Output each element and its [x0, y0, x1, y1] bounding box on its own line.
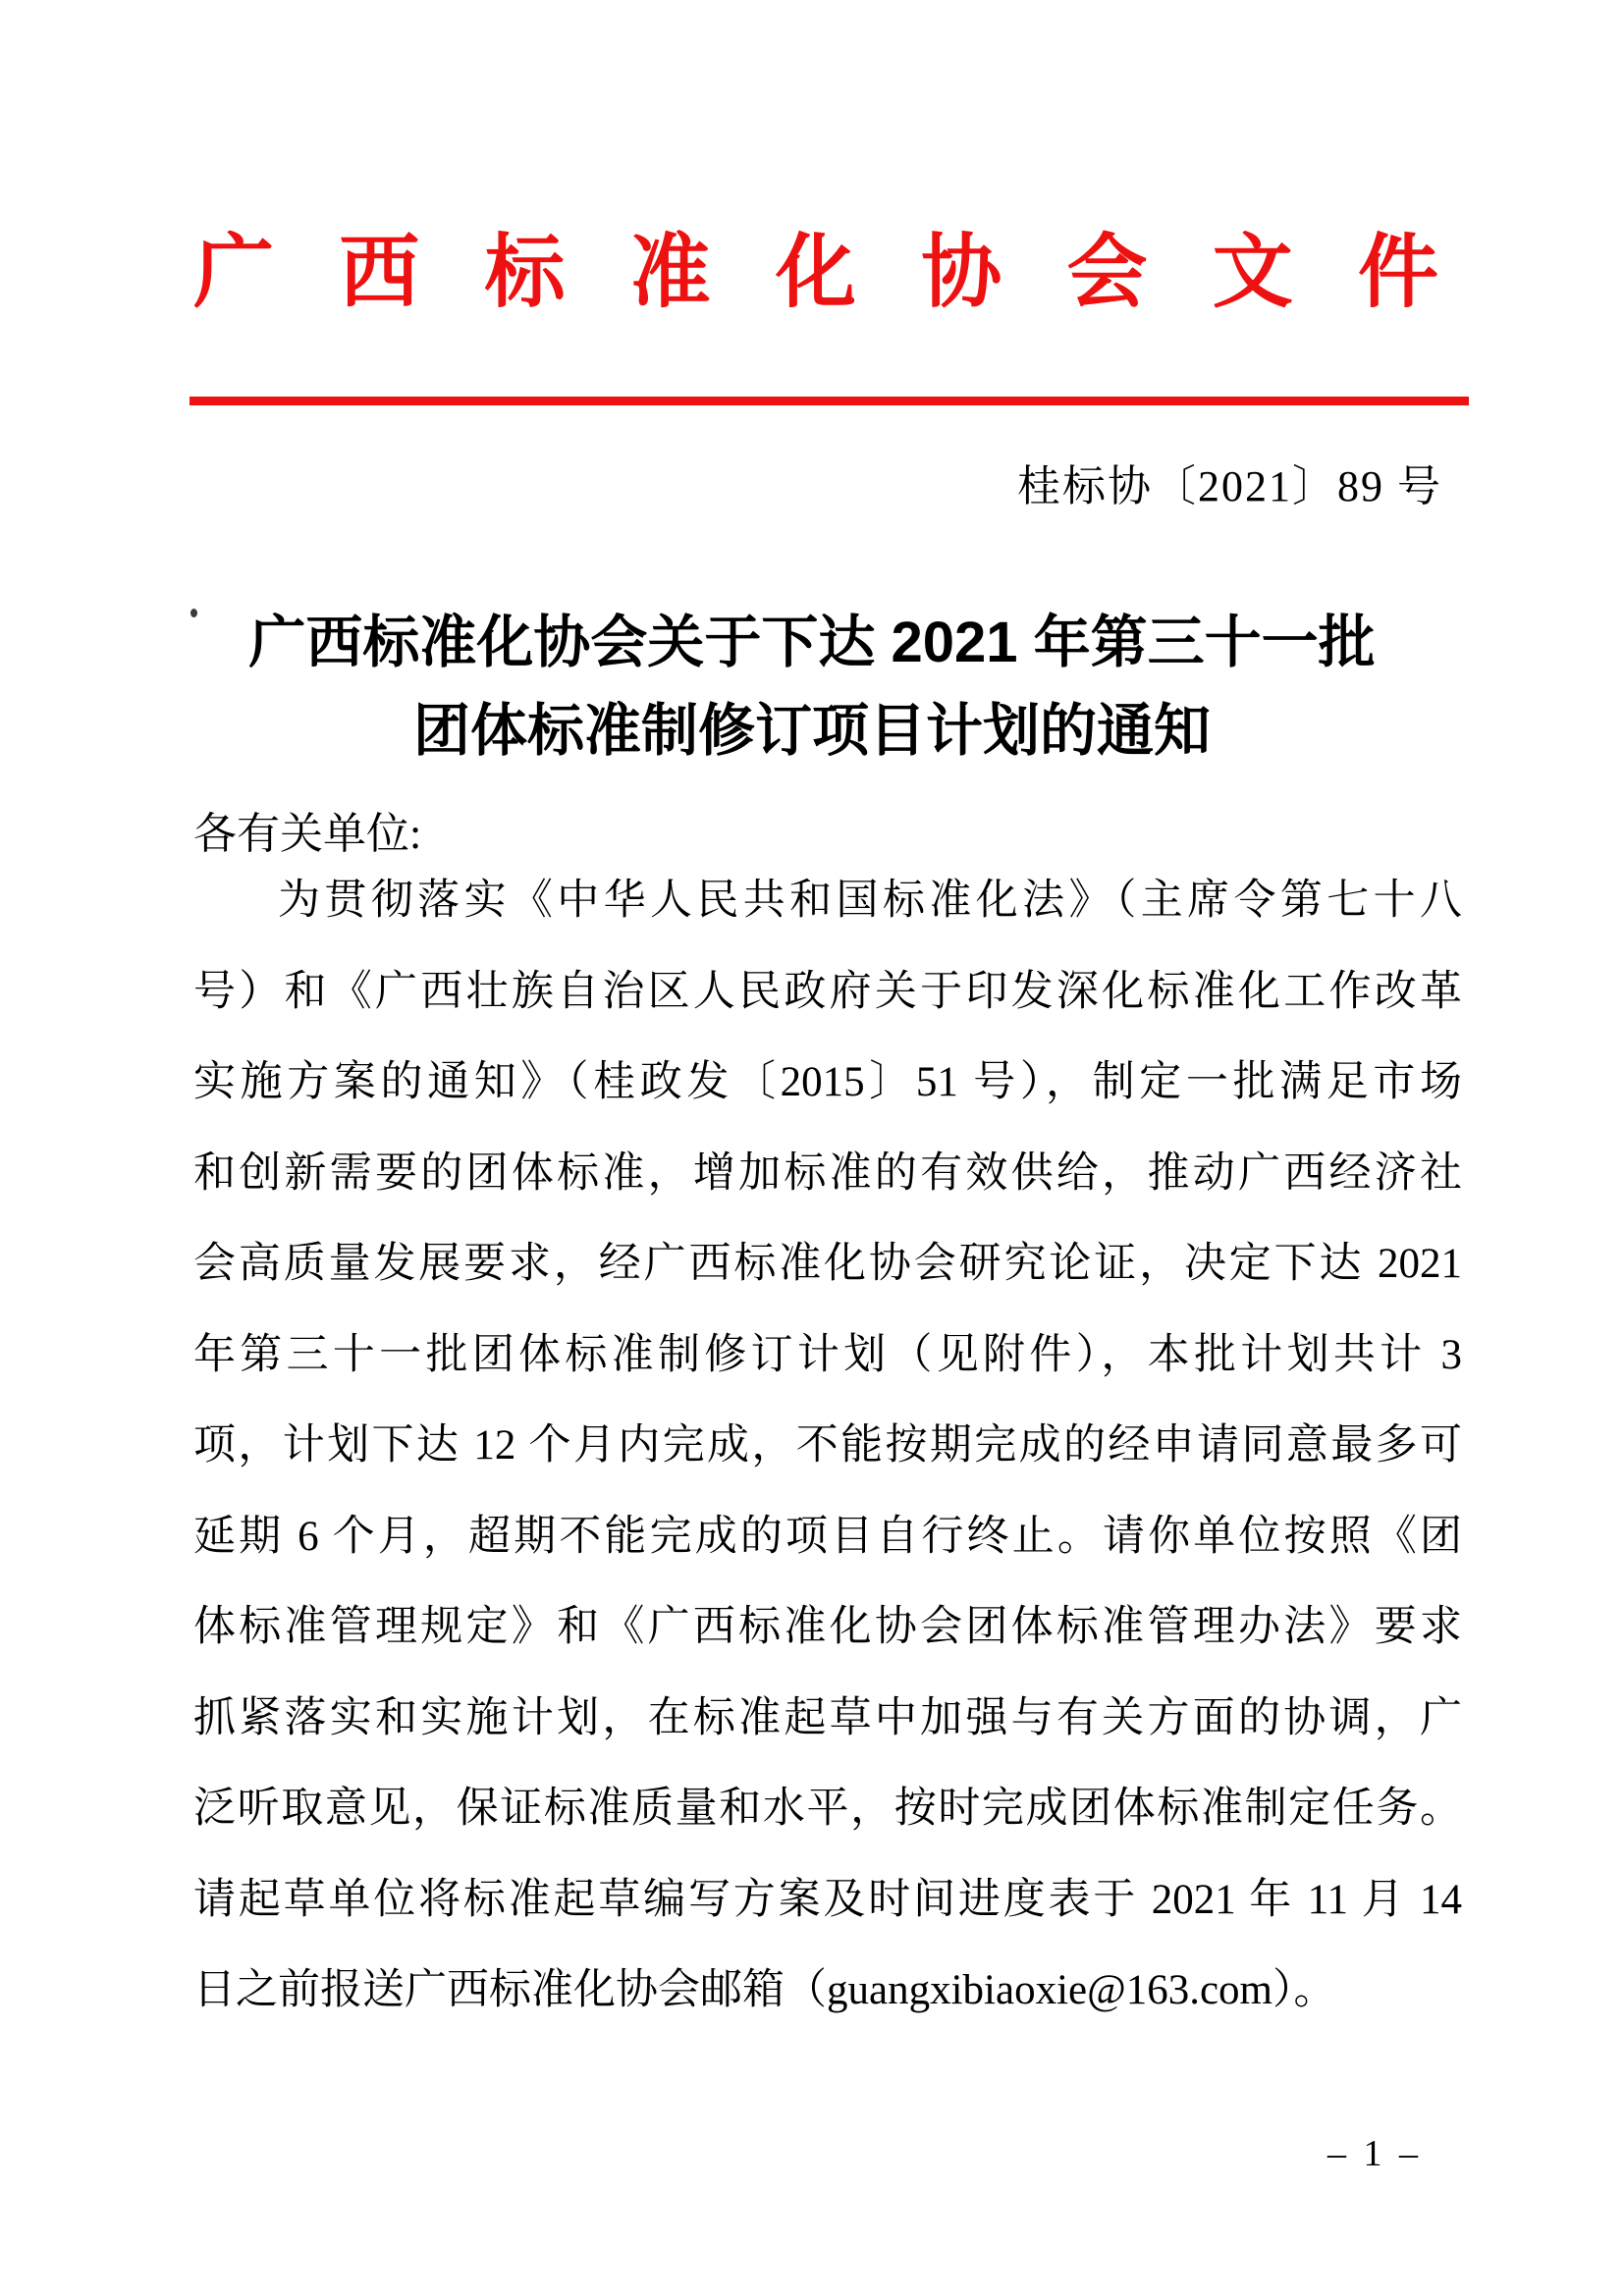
body-line: 和创新需要的团体标准，增加标准的有效供给，推动广西经济社: [193, 1149, 1462, 1197]
body-line: 抓紧落实和实施计划，在标准起草中加强与有关方面的协调，广: [193, 1694, 1462, 1741]
document-title: [0, 599, 1624, 775]
page-number: – 1 –: [1327, 2133, 1422, 2174]
body-line: 体标准管理规定》和《广西标准化协会团体标准管理办法》要求: [193, 1604, 1462, 1650]
red-divider-rule: [189, 397, 1469, 405]
body-line: 项，计划下达 12 个月内完成，不能按期完成的经申请同意最多可: [193, 1422, 1462, 1468]
body-line: 为贯彻落实《中华人民共和国标准化法》（主席令第七十八: [278, 878, 1462, 924]
body-line: 请起草单位将标准起草编写方案及时间进度表于 2021 年 11 月 14: [193, 1876, 1462, 1923]
document-title-line-1: 广西标准化协会关于下达 2021 年第三十一批: [248, 611, 1376, 674]
body-line: 号）和《广西壮族自治区人民政府关于印发深化标准化工作改革: [193, 968, 1462, 1015]
salutation: 各有关单位:: [193, 810, 422, 858]
body-line: 年第三十一批团体标准制修订计划（见附件），本批计划共计 3: [193, 1331, 1462, 1378]
document-number: 桂标协〔2021〕89 号: [1017, 462, 1442, 510]
org-banner-title: 广 西 标 准 化 协 会 文 件: [193, 228, 1438, 317]
body-line: 会高质量发展要求，经广西标准化协会研究论证，决定下达 2021: [193, 1241, 1462, 1287]
body-line: 日之前报送广西标准化协会邮箱（guangxibiaoxie@163.com）。: [193, 1967, 1336, 2013]
document-title-line-2: 团体标准制修订项目计划的通知: [412, 699, 1211, 763]
body-text: [193, 856, 1462, 2037]
body-line: 实施方案的通知》（桂政发〔2015〕51 号），制定一批满足市场: [193, 1059, 1462, 1105]
body-line: 泛听取意见，保证标准质量和水平，按时完成团体标准制定任务。: [193, 1786, 1462, 1832]
body-line: 延期 6 个月，超期不能完成的项目自行终止。请你单位按照《团: [193, 1513, 1462, 1560]
